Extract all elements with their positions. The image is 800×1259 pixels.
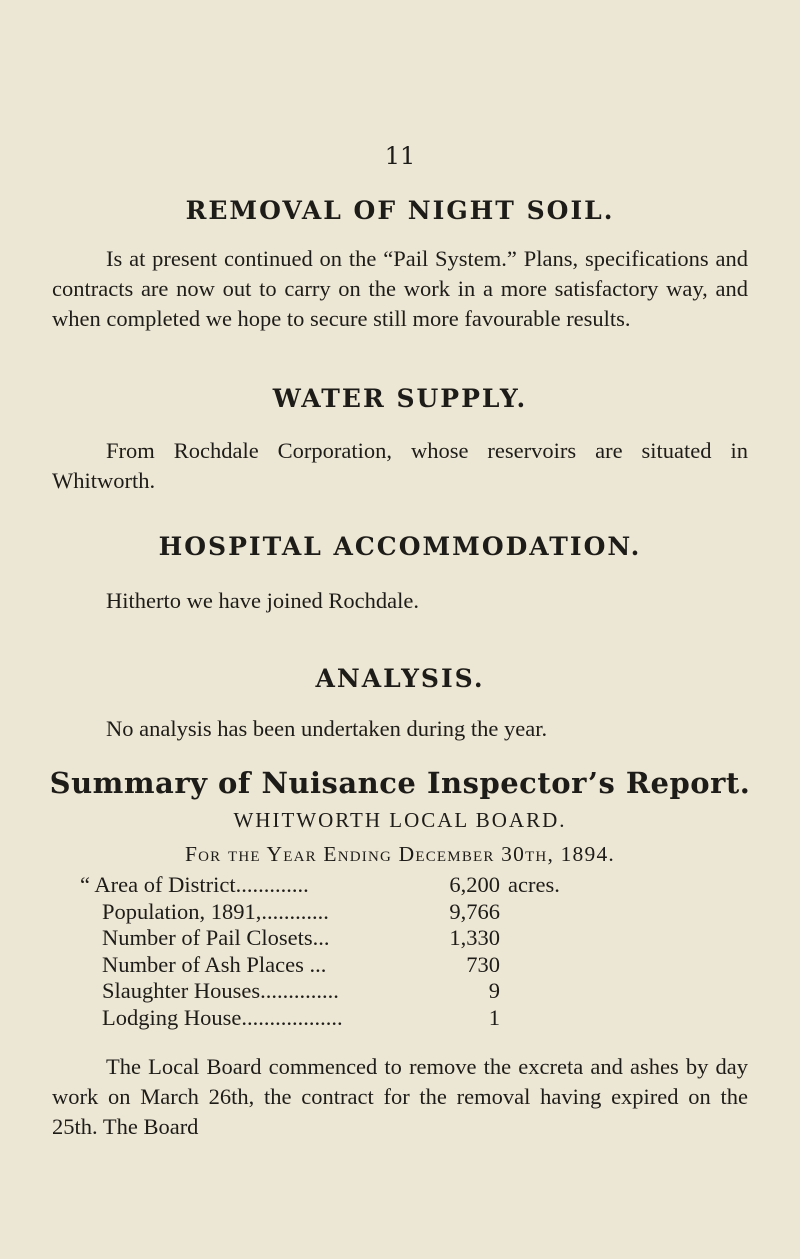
- table-row: [80, 925, 640, 952]
- heading-analysis: ANALYSIS.: [315, 664, 485, 693]
- row-label: Number of Pail Closets...: [102, 925, 330, 950]
- row-value: 9: [488, 978, 500, 1003]
- paragraph-closing: [52, 1052, 748, 1142]
- paragraph-night-soil-text: Is at present continued on the “Pail System.” Plans, specifications and contracts are now out to carry on the work in a more satisfactory way, and when completed we hope to secure still more favourable results.: [52, 246, 748, 331]
- report-period: For the Year Ending December 30th, 1894.: [184, 842, 615, 866]
- row-value: 1,330: [449, 925, 500, 950]
- row-label: Lodging House..................: [102, 1004, 343, 1030]
- table-row: [80, 872, 640, 899]
- row-value: 1: [488, 1004, 500, 1030]
- paragraph-water-supply-text: From Rochdale Corporation, whose reservoirs are situated in Whitworth.: [52, 438, 748, 493]
- heading-water-supply: WATER SUPPLY.: [272, 384, 528, 413]
- table-row: [80, 952, 640, 979]
- statistics-table: [80, 872, 640, 1031]
- row-label: Number of Ash Places ...: [102, 951, 327, 977]
- paragraph-closing-text: The Local Board commenced to remove the excreta and ashes by day work on March 26th, the contract for the removal having expired on the 25th. The Board: [52, 1054, 748, 1139]
- row-label: Population, 1891,............: [102, 898, 329, 924]
- row-value: 6,200: [449, 872, 500, 897]
- paragraph-water-supply: [52, 436, 748, 496]
- paragraph-hospital-text: Hitherto we have joined Rochdale.: [106, 588, 420, 613]
- table-row: [80, 978, 640, 1005]
- row-value: 9,766: [449, 898, 500, 924]
- table-row: [80, 899, 640, 926]
- heading-hospital-accommodation: HOSPITAL ACCOMMODATION.: [158, 532, 642, 561]
- page-number: 11: [384, 142, 416, 170]
- row-value: 730: [466, 951, 500, 977]
- paragraph-night-soil: [52, 244, 748, 334]
- row-label: “ Area of District.............: [80, 872, 309, 897]
- heading-removal-of-night-soil: REMOVAL OF NIGHT SOIL.: [185, 196, 615, 225]
- paragraph-hospital: [52, 586, 748, 616]
- table-row: [80, 1005, 640, 1032]
- board-name: WHITWORTH LOCAL BOARD.: [233, 808, 567, 832]
- paragraph-analysis-text: No analysis has been undertaken during the year.: [106, 716, 548, 741]
- paragraph-analysis: [52, 714, 748, 744]
- row-unit: acres.: [508, 872, 560, 897]
- heading-summary: Summary of Nuisance Inspector’s Report.: [49, 766, 751, 800]
- row-label: Slaughter Houses..............: [102, 978, 339, 1003]
